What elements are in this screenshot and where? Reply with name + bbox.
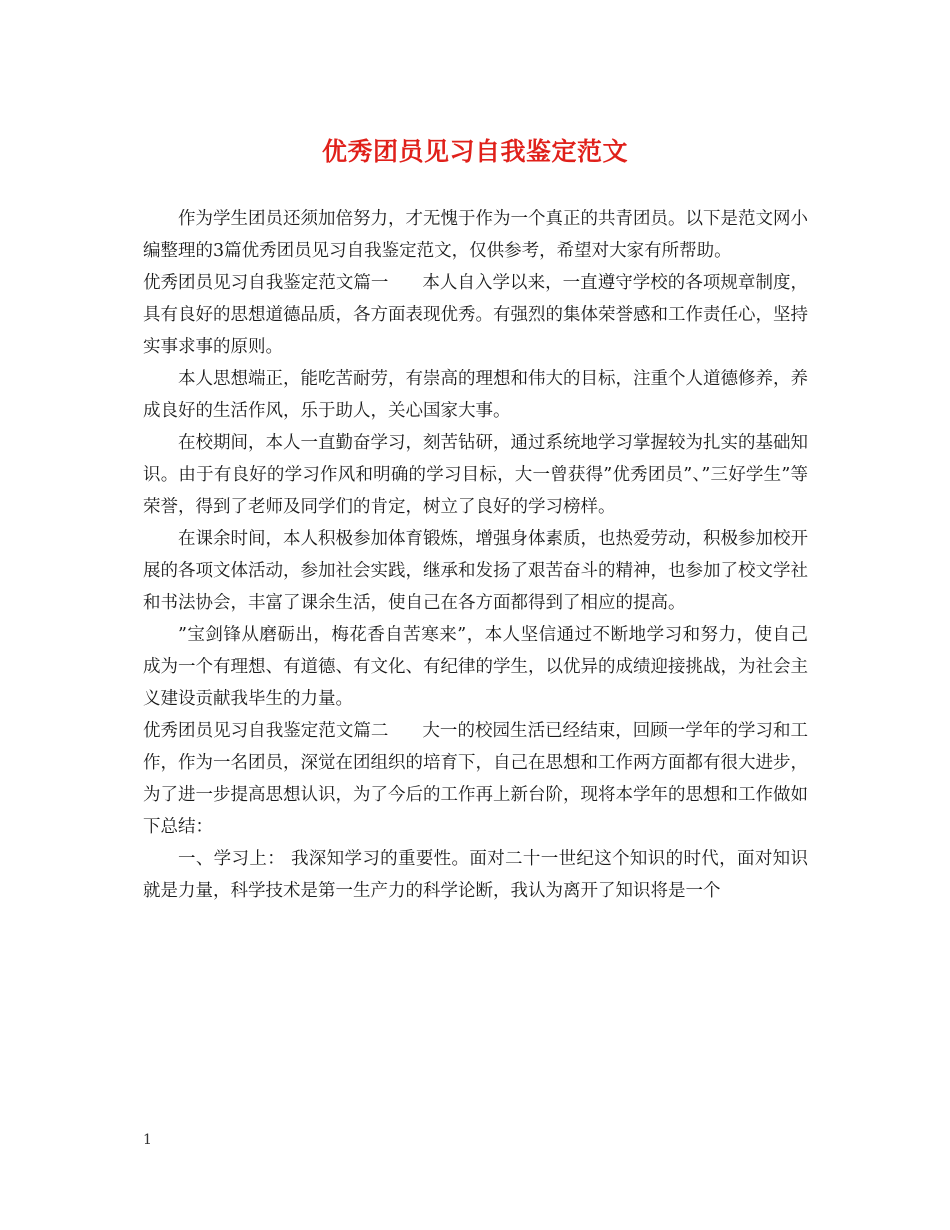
- paragraph: ”宝剑锋从磨砺出，梅花香自苦寒来”，本人坚信通过不断地学习和努力，使自己成为一个有理想、有道德、有文化、有纪律的学生，以优异的成绩迎接挑战，为社会主义建设贡献我毕生的力量。: [143, 625, 808, 709]
- paragraph: 本人思想端正，能吃苦耐劳，有崇高的理想和伟大的目标，注重个人道德修养，养成良好的生活作风，乐于助人，关心国家大事。: [143, 369, 808, 421]
- page-number: 1: [143, 1132, 152, 1148]
- document-body: [143, 203, 808, 907]
- document-title: 优秀团员见习自我鉴定范文: [321, 137, 628, 166]
- section-2-label: 优秀团员见习自我鉴定范文篇二: [143, 721, 389, 741]
- section-2-text: 大一的校园生活已经结束，回顾一学年的学习和工作，作为一名团员，深觉在团组织的培育下，自己在思想和工作两方面都有很大进步，为了进一步提高思想认识，为了今后的工作再上新台阶，现将本学年的思想和工作做如下总结：: [143, 721, 809, 837]
- paragraph: 在校期间，本人一直勤奋学习，刻苦钻研，通过系统地学习掌握较为扎实的基础知识。由于有良好的学习作风和明确的学习目标，大一曾获得”优秀团员”、”三好学生”等荣誉，得到了老师及同学们的肯定，树立了良好的学习榜样。: [143, 433, 808, 517]
- paragraph: 一、学习上： 我深知学习的重要性。面对二十一世纪这个知识的时代，面对知识就是力量，科学技术是第一生产力的科学论断，我认为离开了知识将是一个: [143, 849, 808, 901]
- section-1-label: 优秀团员见习自我鉴定范文篇一: [143, 273, 389, 293]
- section-1-text: 本人自入学以来，一直遵守学校的各项规章制度，具有良好的思想道德品质，各方面表现优秀。有强烈的集体荣誉感和工作责任心，坚持实事求事的原则。: [143, 273, 809, 357]
- section-2-heading-paragraph: [143, 715, 808, 843]
- section-1-heading-paragraph: [143, 267, 808, 363]
- paragraph: 在课余时间，本人积极参加体育锻炼，增强身体素质，也热爱劳动，积极参加校开展的各项文体活动，参加社会实践，继承和发扬了艰苦奋斗的精神，也参加了校文学社和书法协会，丰富了课余生活，使自己在各方面都得到了相应的提高。: [143, 529, 808, 613]
- intro-paragraph: 作为学生团员还须加倍努力，才无愧于作为一个真正的共青团员。以下是范文网小编整理的3篇优秀团员见习自我鉴定范文，仅供参考，希望对大家有所帮助。: [143, 209, 808, 261]
